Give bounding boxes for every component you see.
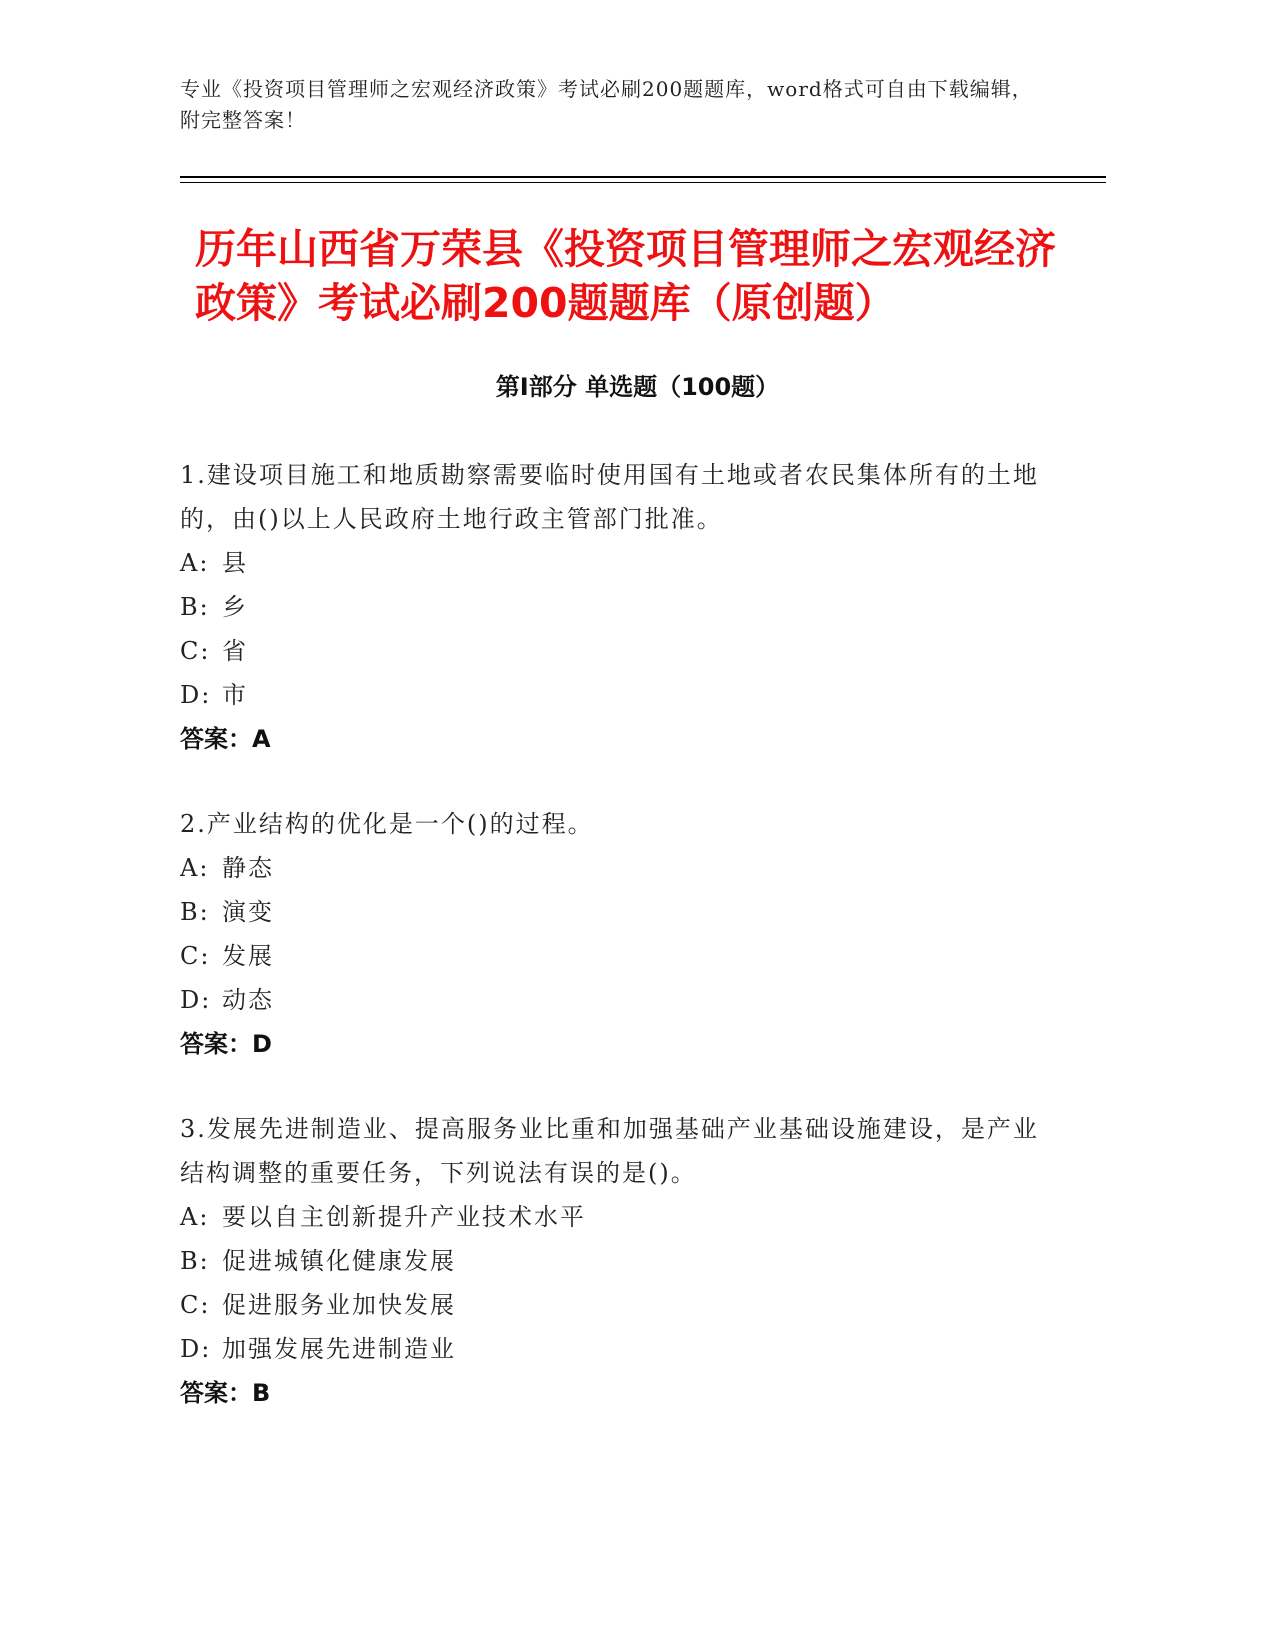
option-text: 要以自主创新提升产业技术水平: [222, 1203, 586, 1231]
question-3: [180, 1107, 1050, 1415]
answer-value: D: [252, 1030, 272, 1058]
option-text: 演变: [222, 898, 274, 926]
option-a: [180, 846, 1050, 890]
option-text: 市: [222, 681, 248, 709]
option-letter: A:: [180, 1203, 210, 1231]
option-letter: C:: [180, 1291, 211, 1319]
header-divider-thick: [180, 176, 1106, 178]
option-c: [180, 934, 1050, 978]
option-letter: C:: [180, 942, 211, 970]
option-b: [180, 585, 1050, 629]
option-text: 县: [222, 549, 248, 577]
question-1: [180, 453, 1050, 761]
option-a: [180, 541, 1050, 585]
question-2: [180, 802, 1050, 1066]
option-c: [180, 629, 1050, 673]
option-text: 加强发展先进制造业: [222, 1335, 456, 1363]
header-note: 专业《投资项目管理师之宏观经济政策》考试必刷200题题库，word格式可自由下载编辑，附完整答案！: [180, 77, 1033, 132]
answer-prefix: 答案：: [180, 1030, 252, 1058]
question-stem: 1.建设项目施工和地质勘察需要临时使用国有土地或者农民集体所有的土地的，由()以上人民政府土地行政主管部门批准。: [180, 461, 1039, 533]
option-text: 乡: [222, 593, 248, 621]
answer-line: [180, 1371, 1050, 1415]
answer-value: A: [252, 725, 271, 753]
option-text: 促进服务业加快发展: [222, 1291, 456, 1319]
document-title: 历年山西省万荣县《投资项目管理师之宏观经济政策》考试必刷200题题库（原创题）: [195, 225, 1056, 327]
option-text: 静态: [222, 854, 274, 882]
option-b: [180, 1239, 1050, 1283]
question-stem: 2.产业结构的优化是一个()的过程。: [180, 810, 594, 838]
option-a: [180, 1195, 1050, 1239]
option-letter: A:: [180, 549, 210, 577]
option-letter: A:: [180, 854, 210, 882]
answer-line: [180, 1022, 1050, 1066]
option-letter: B:: [180, 593, 210, 621]
option-d: [180, 673, 1050, 717]
answer-prefix: 答案：: [180, 1379, 252, 1407]
question-stem: 3.发展先进制造业、提高服务业比重和加强基础产业基础设施建设，是产业结构调整的重要任务，下列说法有误的是()。: [180, 1115, 1039, 1187]
option-b: [180, 890, 1050, 934]
option-text: 省: [222, 637, 248, 665]
option-d: [180, 978, 1050, 1022]
option-c: [180, 1283, 1050, 1327]
option-letter: D:: [180, 986, 212, 1014]
option-letter: B:: [180, 1247, 210, 1275]
option-letter: D:: [180, 1335, 212, 1363]
option-letter: B:: [180, 898, 210, 926]
answer-value: B: [252, 1379, 271, 1407]
answer-line: [180, 717, 1050, 761]
option-text: 促进城镇化健康发展: [222, 1247, 456, 1275]
option-text: 发展: [222, 942, 274, 970]
option-text: 动态: [222, 986, 274, 1014]
answer-prefix: 答案：: [180, 725, 252, 753]
section-heading: 第I部分 单选题（100题）: [495, 373, 780, 401]
header-divider-thin: [180, 182, 1106, 183]
option-d: [180, 1327, 1050, 1371]
option-letter: D:: [180, 681, 212, 709]
option-letter: C:: [180, 637, 211, 665]
